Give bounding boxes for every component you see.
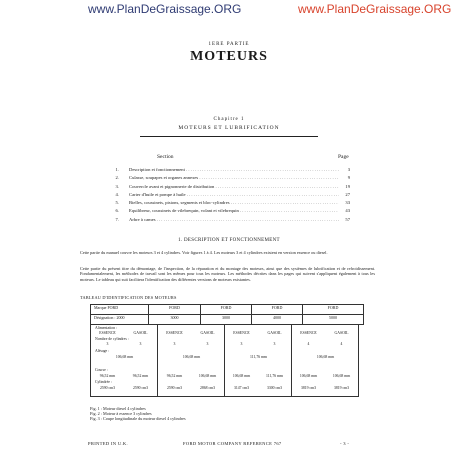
toc-item [110, 184, 350, 192]
section-heading: 1. DESCRIPTION ET FONCTIONNEMENT [178, 238, 280, 243]
figure-captions [90, 406, 186, 422]
course-cell: 96,52 mm [132, 374, 149, 378]
footer-reference: FORD MOTOR COMPANY REFERENCE 767 [183, 441, 282, 446]
watermark-right: www.PlanDeGraissage.ORG [298, 2, 452, 16]
model-number: 5000 [303, 315, 364, 325]
designation-label: Désignation : [94, 315, 116, 320]
alesage-cell: 111,76 mm [249, 355, 267, 359]
toc-item [110, 175, 350, 183]
alimentation-label: Alimentation : [95, 326, 118, 330]
cylinders-cell: 3 [273, 342, 276, 346]
divider [140, 136, 318, 137]
cylindree-label: Cylindrée : [95, 380, 112, 384]
toc-item-label: Culasse, soupapes et organes annexes . . . [129, 175, 339, 181]
model-number: 3000 [149, 315, 201, 325]
toc-item-label: Arbre à cames . . . [129, 217, 339, 223]
alesage-cell: 106,68 mm [182, 355, 201, 359]
course-cell: 106,68 mm [198, 374, 217, 378]
fuel-cell: ESSENCE [300, 331, 317, 335]
cylinders-cell: 3 [240, 342, 243, 346]
cylinders-cell: 3 [106, 342, 109, 346]
cylinders-cell: 4 [340, 342, 343, 346]
cylinders-cell: 3 [173, 342, 176, 346]
model-name: FORD [149, 305, 201, 315]
toc-item-label: Couvercle avant et pignonnerie de distribution . . . [129, 184, 339, 190]
toc-item-page: 19 [340, 184, 350, 190]
cylindree-cell: 3819 cm3 [333, 386, 350, 390]
page-number: - 3 - [340, 441, 350, 446]
toc-item-number: 5. [115, 200, 119, 206]
fuel-cell: GASOIL [133, 331, 148, 335]
toc-item [110, 217, 350, 225]
cylindree-cell: 3300 cm3 [266, 386, 283, 390]
toc-item [110, 208, 350, 216]
cylindree-cell: 2590 cm3 [132, 386, 149, 390]
description-paragraph: Cette partie du présent titre du démontage, de l'inspection, de la réparation et du montage des moteurs, ainsi que des systèmes de lubrification et de refroidissement. Fondamentalement, les méthodes de travail sont les mêmes pour tous les moteurs. Les méthodes décrites dans les pages qui suivent s'appliquent également à tous les moteurs. Le tableau qui suit facilitera l'identification des différentes versions de moteurs existantes. [80, 266, 375, 282]
cylindree-cell: 3147 cm3 [233, 386, 250, 390]
toc-item-number: 7. [115, 216, 119, 222]
toc-item-number: 2. [115, 175, 119, 181]
course-cell: 106,68 mm [332, 374, 351, 378]
alesage-label: Alésage : [95, 349, 110, 353]
toc-item-page: 9 [340, 175, 350, 181]
toc-item-page: 3 [340, 167, 350, 173]
fuel-cell: GASOIL [334, 331, 349, 335]
toc-header-section: Section [157, 154, 174, 160]
model-name: FORD [303, 305, 364, 315]
toc-header-page: Page [338, 154, 349, 160]
cylinders-cell: 3 [206, 342, 209, 346]
toc-item-label: Carter d'huile et pompe à huile . . . [129, 192, 339, 198]
figure-caption: Fig. 3 : Coupe longitudinale du moteur diesel 4 cylindres [90, 416, 186, 422]
toc-item-label: Description et fonctionnement . . . [129, 167, 339, 173]
toc-item-page: 33 [340, 200, 350, 206]
watermark-left: www.PlanDeGraissage.ORG [88, 2, 242, 16]
designation-cell [91, 315, 149, 325]
toc-item [110, 192, 350, 200]
engine-spec-grid [90, 324, 359, 397]
table-of-contents [110, 167, 350, 225]
cylindree-cell: 2868 cm3 [199, 386, 216, 390]
toc-item [110, 167, 350, 175]
toc-item-number: 1. [115, 167, 119, 172]
toc-item-page: 57 [340, 217, 350, 223]
fuel-cell: GASOIL [267, 331, 282, 335]
cylindree-cell: 3819 cm3 [300, 386, 317, 390]
chapter-label: Chapitre 1 [213, 117, 245, 122]
cylindree-cell: 2590 cm3 [99, 386, 116, 390]
footer-printed: PRINTED IN U.K. [88, 441, 128, 446]
figure-caption: Fig. 2 : Moteur à essence 3 cylindres [90, 411, 152, 417]
figure-caption: Fig. 1 : Moteur diesel 4 cylindres [90, 406, 146, 411]
designation-value: 2000 [116, 315, 125, 320]
course-cell: 106,68 mm [299, 374, 318, 378]
toc-item-page: 27 [340, 192, 350, 198]
toc-item-label: Bielles, coussinets, pistons, segments et bloc-cylindres . . . [129, 200, 339, 206]
course-cell: 111,76 mm [265, 374, 283, 378]
toc-item-page: 43 [340, 208, 350, 214]
cylinders-cell: 4 [307, 342, 310, 346]
intro-paragraph: Cette partie du manuel couvre les moteurs 3 et 4 cylindres. Voir figures 1 à 4. Les moteurs 3 et 4 cylindres existent en version essence ou diesel. [80, 250, 328, 255]
course-cell: 96,52 mm [99, 374, 116, 378]
alesage-cell: 106,68 mm [115, 355, 134, 359]
toc-item-number: 6. [115, 208, 119, 214]
part-label: 1ERE PARTIE [208, 42, 250, 47]
course-label: Course : [95, 368, 108, 372]
toc-item [110, 200, 350, 208]
model-name: FORD [252, 305, 303, 315]
course-cell: 106,68 mm [232, 374, 251, 378]
toc-item-label: Equilibreur, coussinets de vilebrequin, volant et vilebrequin . . . [129, 208, 339, 214]
model-number: 3000 [201, 315, 252, 325]
page-title: MOTEURS [190, 49, 268, 64]
toc-item-number: 4. [115, 191, 119, 197]
model-number: 4000 [252, 315, 303, 325]
model-name: FORD [201, 305, 252, 315]
cylindree-cell: 2590 cm3 [166, 386, 183, 390]
alesage-cell: 106,68 mm [316, 355, 335, 359]
chapter-title: MOTEURS ET LUBRIFICATION [178, 125, 280, 131]
fuel-cell: ESSENCE [166, 331, 183, 335]
fuel-cell: ESSENCE [233, 331, 250, 335]
fuel-cell: GASOIL [200, 331, 215, 335]
cylinders-label: Nombre de cylindres : [95, 337, 129, 341]
cylinders-cell: 3 [139, 342, 142, 346]
engine-table-header [90, 304, 364, 325]
course-cell: 96,52 mm [166, 374, 183, 378]
fuel-cell: ESSENCE [99, 331, 116, 335]
marque-label: Marque FORD [91, 305, 149, 315]
table-title: TABLEAU D'IDENTIFICATION DES MOTEURS [80, 295, 177, 300]
toc-item-number: 3. [115, 183, 119, 189]
